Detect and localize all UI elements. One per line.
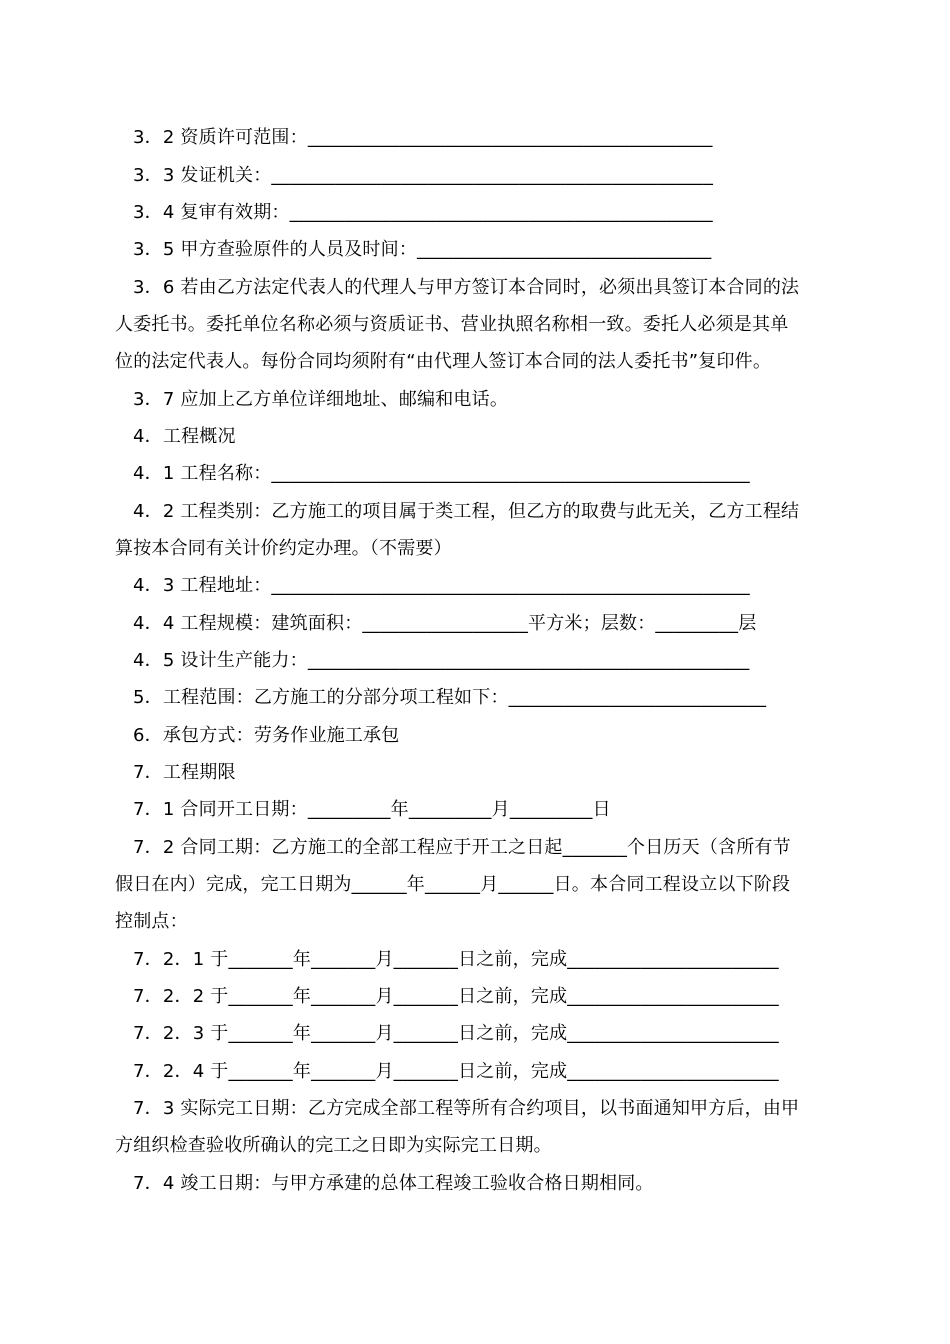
clause-4-4: 4．4 工程规模：建筑面积：__________________平方米；层数：_________层: [133, 613, 757, 634]
clause-3-7: 3．7 应加上乙方单位详细地址、邮编和电话。: [133, 389, 509, 410]
clause-7-4: 7．4 竣工日期：与甲方承建的总体工程竣工验收合格日期相同。: [133, 1173, 654, 1194]
clause-4-2-line-1: 4．2 工程类别：乙方施工的项目属于类工程，但乙方的取费与此无关，乙方工程结: [133, 501, 800, 522]
clause-7-1: 7．1 合同开工日期：_________年_________月_________日: [133, 799, 611, 820]
clause-3-3: 3．3 发证机关：________________________________________________: [133, 165, 714, 186]
clause-7-2-line-3: 控制点：: [115, 911, 188, 932]
clause-7-3-line-1: 7．3 实际完工日期：乙方完成全部工程等所有合约项目，以书面通知甲方后，由甲: [133, 1098, 800, 1119]
clause-4-2-line-2: 算按本合同有关计价约定办理。（不需要）: [115, 538, 452, 559]
section-7-heading: 7．工程期限: [133, 762, 236, 783]
clause-7-2-line-1: 7．2 合同工期：乙方施工的全部工程应于开工之日起_______个日历天（含所有节: [133, 837, 791, 858]
clause-3-6-line-1: 3．6 若由乙方法定代表人的代理人与甲方签订本合同时，必须出具签订本合同的法: [133, 277, 800, 298]
clause-7-2-line-2: 假日在内）完成，完工日期为______年______月______日。本合同工程设立以下阶段: [115, 874, 791, 895]
clause-3-6-line-3: 位的法定代表人。每份合同均须附有“由代理人签订本合同的法人委托书”复印件。: [115, 351, 772, 372]
clause-3-2: 3．2 资质许可范围：____________________________________________: [133, 127, 713, 148]
clause-4-1: 4．1 工程名称：____________________________________________________: [133, 463, 750, 484]
clause-7-2-2: 7．2．2 于_______年_______月_______日之前，完成_______________________: [133, 986, 779, 1007]
section-4-heading: 4．工程概况: [133, 426, 236, 447]
clause-7-2-3: 7．2．3 于_______年_______月_______日之前，完成_______________________: [133, 1023, 779, 1044]
clause-7-2-1: 7．2．1 于_______年_______月_______日之前，完成_______________________: [133, 949, 779, 970]
clause-3-6-line-2: 人委托书。委托单位名称必须与资质证书、营业执照名称相一致。委托人必须是其单: [115, 314, 789, 335]
clause-6: 6．承包方式：劳务作业施工承包: [133, 725, 400, 746]
clause-7-2-4: 7．2．4 于_______年_______月_______日之前，完成_______________________: [133, 1061, 779, 1082]
clause-4-5: 4．5 设计生产能力：________________________________________________: [133, 650, 750, 671]
clause-7-3-line-2: 方组织检查验收所确认的完工之日即为实际完工日期。: [115, 1135, 552, 1156]
clause-3-5: 3．5 甲方查验原件的人员及时间：________________________________: [133, 239, 712, 260]
clause-3-4: 3．4 复审有效期：______________________________________________: [133, 202, 713, 223]
clause-5: 5．工程范围：乙方施工的分部分项工程如下：____________________________: [133, 687, 767, 708]
clause-4-3: 4．3 工程地址：____________________________________________________: [133, 575, 750, 596]
